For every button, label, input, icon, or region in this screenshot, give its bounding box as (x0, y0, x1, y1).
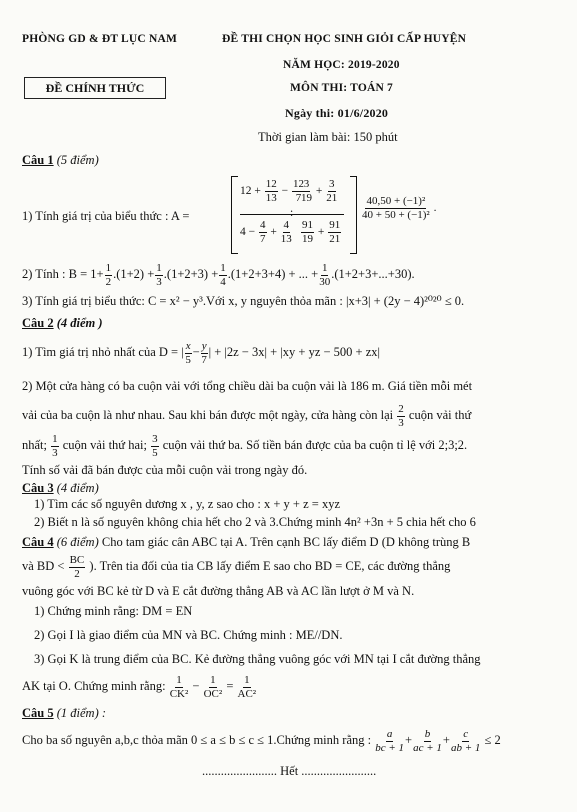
q4-points: (6 điểm) (56, 535, 99, 549)
q4-part1: 1) Chứng minh rằng: DM = EN (34, 604, 193, 618)
q2-part1: 1) Tìm giá trị nhỏ nhất của D = | $\frac{x}{5}$ − $\frac{y}{7}$ | + |2z − 3x| + |xy + yz − 500 + zx| (22, 340, 381, 366)
op: = (226, 679, 234, 694)
q1-bracket-right (350, 176, 357, 254)
q2-part2-line2 (22, 403, 471, 429)
q3-points: (4 điểm) (56, 481, 99, 495)
frac-1-2: $\frac{1}{2}$ (105, 262, 112, 288)
q1-numerator (240, 178, 306, 204)
frac-3-19: $\frac{3}{19}$ (301, 178, 312, 204)
q5-heading (22, 706, 106, 721)
q2-heading (22, 316, 103, 331)
frac-12-13: $\frac{12}{13}$ (265, 178, 277, 204)
op: − (281, 184, 289, 197)
q3-label: Câu 3 (22, 481, 54, 495)
q1-part3: 3) Tính giá trị biểu thức: C = x² − y³.Với x, y nguyên thỏa mãn : |x+3| + (2y − 4)²⁰²⁰ ≤ 0. (22, 294, 465, 308)
text: | + |2z − 3x| + |xy + yz − 500 + zx| (208, 345, 381, 360)
q4-line1 (22, 535, 470, 550)
op: − (192, 679, 200, 694)
frac-1-3: $\frac{1}{3}$ (156, 262, 162, 288)
text: cuộn vải thứ hai; (62, 438, 147, 453)
q2-label: Câu 2 (22, 316, 54, 330)
q1-colon: : (290, 207, 294, 219)
text: .(1+2) + (113, 267, 155, 282)
text: cuộn vải thứ (408, 408, 472, 423)
q3-part2: 2) Biết n là số nguyên không chia hết cho 2 và 3.Chứng minh 4n² +3n + 5 chia hết cho 6 (34, 515, 476, 529)
frac-bc-2: $\frac{BC}{2}$ (69, 554, 85, 580)
school-year: NĂM HỌC: 2019-2020 (283, 59, 400, 71)
frac-40-50: $\frac{\text{40,50 + (−1)²}}{\text{40 + 50 + (−1)²}}$ (362, 195, 430, 221)
q4-line2 (22, 554, 450, 580)
frac-12-7: $\frac{12}{7}$ (293, 178, 304, 204)
q2-part2-line1: 2) Một cửa hàng có ba cuộn vải với tổng chiều dài ba cuộn vải là 186 m. Giá tiền mỗi mét (22, 379, 473, 393)
q2-part2-line4: Tính số vải đã bán được của mỗi cuộn vải trong ngày đó. (22, 463, 308, 477)
footer-end: ........................ Hết ........................ (202, 764, 377, 778)
op: . (433, 201, 437, 214)
text: nhất; (22, 438, 47, 453)
frac-4-7: $\frac{4}{7}$ (260, 219, 266, 245)
subject: MÔN THI: TOÁN 7 (290, 82, 394, 94)
q5-line1: Cho ba số nguyên a,b,c thỏa mãn 0 ≤ a ≤ b ≤ c ≤ 1.Chứng minh rằng : $\frac{a}{bc + 1}$ + $\frac{b}{ac + 1}$ + $\frac{c}{ab + 1}$ ≤ 2 (22, 728, 501, 754)
q1-heading (22, 153, 99, 168)
frac-y-7: $\frac{y}{7}$ (201, 340, 207, 366)
frac-c: $\frac{c}{ab + 1}$ (450, 728, 481, 754)
department-name: PHÒNG GD & ĐT LỤC NAM (22, 33, 178, 45)
duration: Thời gian làm bài: 150 phút (258, 130, 398, 144)
frac-1-ac2: $\frac{1}{\text{AC²}}$ (237, 674, 257, 700)
op: + (317, 225, 325, 238)
q5-label: Câu 5 (22, 706, 54, 720)
text: Cho ba số nguyên a,b,c thỏa mãn 0 ≤ a ≤ b ≤ c ≤ 1.Chứng minh rằng : (22, 733, 372, 748)
text: Cho tam giác cân ABC tại A. Trên cạnh BC lấy điểm D (D không trùng B (101, 535, 471, 549)
text: AK tại O. Chứng minh rằng: (22, 679, 166, 694)
op: + (270, 225, 277, 238)
q1-denominator-right (300, 219, 342, 245)
frac-3-21: $\frac{3}{21}$ (326, 178, 338, 204)
frac-1-oc2: $\frac{1}{\text{OC²}}$ (203, 674, 223, 700)
frac-x-5: $\frac{x}{5}$ (185, 340, 191, 366)
q1-bracket-left (231, 176, 238, 254)
text: 2) Tính : B = 1+ (22, 267, 104, 282)
frac-a: $\frac{a}{bc + 1}$ (375, 728, 405, 754)
term: 4 − (240, 225, 256, 238)
official-stamp: ĐỀ CHÍNH THỨC (24, 77, 166, 99)
frac-91-21: $\frac{91}{21}$ (329, 219, 341, 245)
q4-part3: 3) Gọi K là trung điểm của BC. Kẻ đường thẳng vuông góc với MN tại I cắt đường thẳng (34, 652, 481, 666)
frac-1-30: $\frac{1}{30}$ (319, 262, 331, 288)
q1-numerator-right (300, 178, 338, 204)
q3-part1: 1) Tìm các số nguyên dương x , y, z sao cho : x + y + z = xyz (34, 497, 340, 511)
text: và BD < (22, 559, 65, 574)
exam-title: ĐỀ THI CHỌN HỌC SINH GIỎI CẤP HUYỆN (222, 33, 467, 45)
text: ≤ 2 (484, 733, 501, 748)
frac-3-5: $\frac{3}{5}$ (152, 433, 158, 459)
q4-part2: 2) Gọi I là giao điểm của MN và BC. Chứng minh : ME//DN. (34, 628, 343, 642)
op: + (315, 184, 323, 197)
q2-points: (4 điểm ) (56, 316, 103, 330)
q4-line3: vuông góc với BC kẻ từ D và E cắt đường thẳng AB và AC lần lượt ở M và N. (22, 584, 415, 598)
exam-date: Ngày thi: 01/6/2020 (285, 106, 389, 120)
q4-part3-tail (22, 674, 257, 700)
text: vải của ba cuộn là như nhau. Sau khi bán được một ngày, cửa hàng còn lại (22, 408, 394, 423)
q1-right-fraction (361, 195, 437, 221)
q4-label: Câu 4 (22, 535, 54, 549)
frac-1-4: $\frac{1}{4}$ (220, 262, 226, 288)
frac-2-3: $\frac{2}{3}$ (398, 403, 404, 429)
frac-1-3b: $\frac{1}{3}$ (52, 433, 58, 459)
q1-denominator (240, 219, 293, 245)
text: 1) Tìm giá trị nhỏ nhất của D = (22, 345, 179, 360)
frac-91-19: $\frac{91}{19}$ (302, 219, 313, 245)
q1-part2: 2) Tính : B = 1+ $\frac{1}{2}$ .(1+2) + $\frac{1}{3}$ .(1+2+3) + $\frac{1}{4}$ .(1+2+3+4) + ... + $\frac{1}{30}$ .(1+2+3+...+30). (22, 262, 415, 288)
text: cuộn vải thứ ba. Số tiền bán được của ba cuộn tỉ lệ với 2;3;2. (162, 438, 468, 453)
frac-1-ck2: $\frac{1}{\text{CK²}}$ (169, 674, 189, 700)
frac-4-13: $\frac{4}{13}$ (280, 219, 292, 245)
q3-heading (22, 481, 99, 496)
q1-part1-text: 1) Tính giá trị của biểu thức : A = (22, 209, 190, 223)
text: ). Trên tia đối của tia CB lấy điểm E sao cho BD = CE, các đường thẳng (89, 559, 451, 574)
q1-points: (5 điểm) (56, 153, 99, 167)
term: 12 + (240, 184, 261, 197)
q1-label: Câu 1 (22, 153, 54, 167)
q2-part2-line3 (22, 433, 467, 459)
frac-b: $\frac{b}{ac + 1}$ (413, 728, 442, 754)
q5-points: (1 điểm) : (56, 706, 107, 720)
